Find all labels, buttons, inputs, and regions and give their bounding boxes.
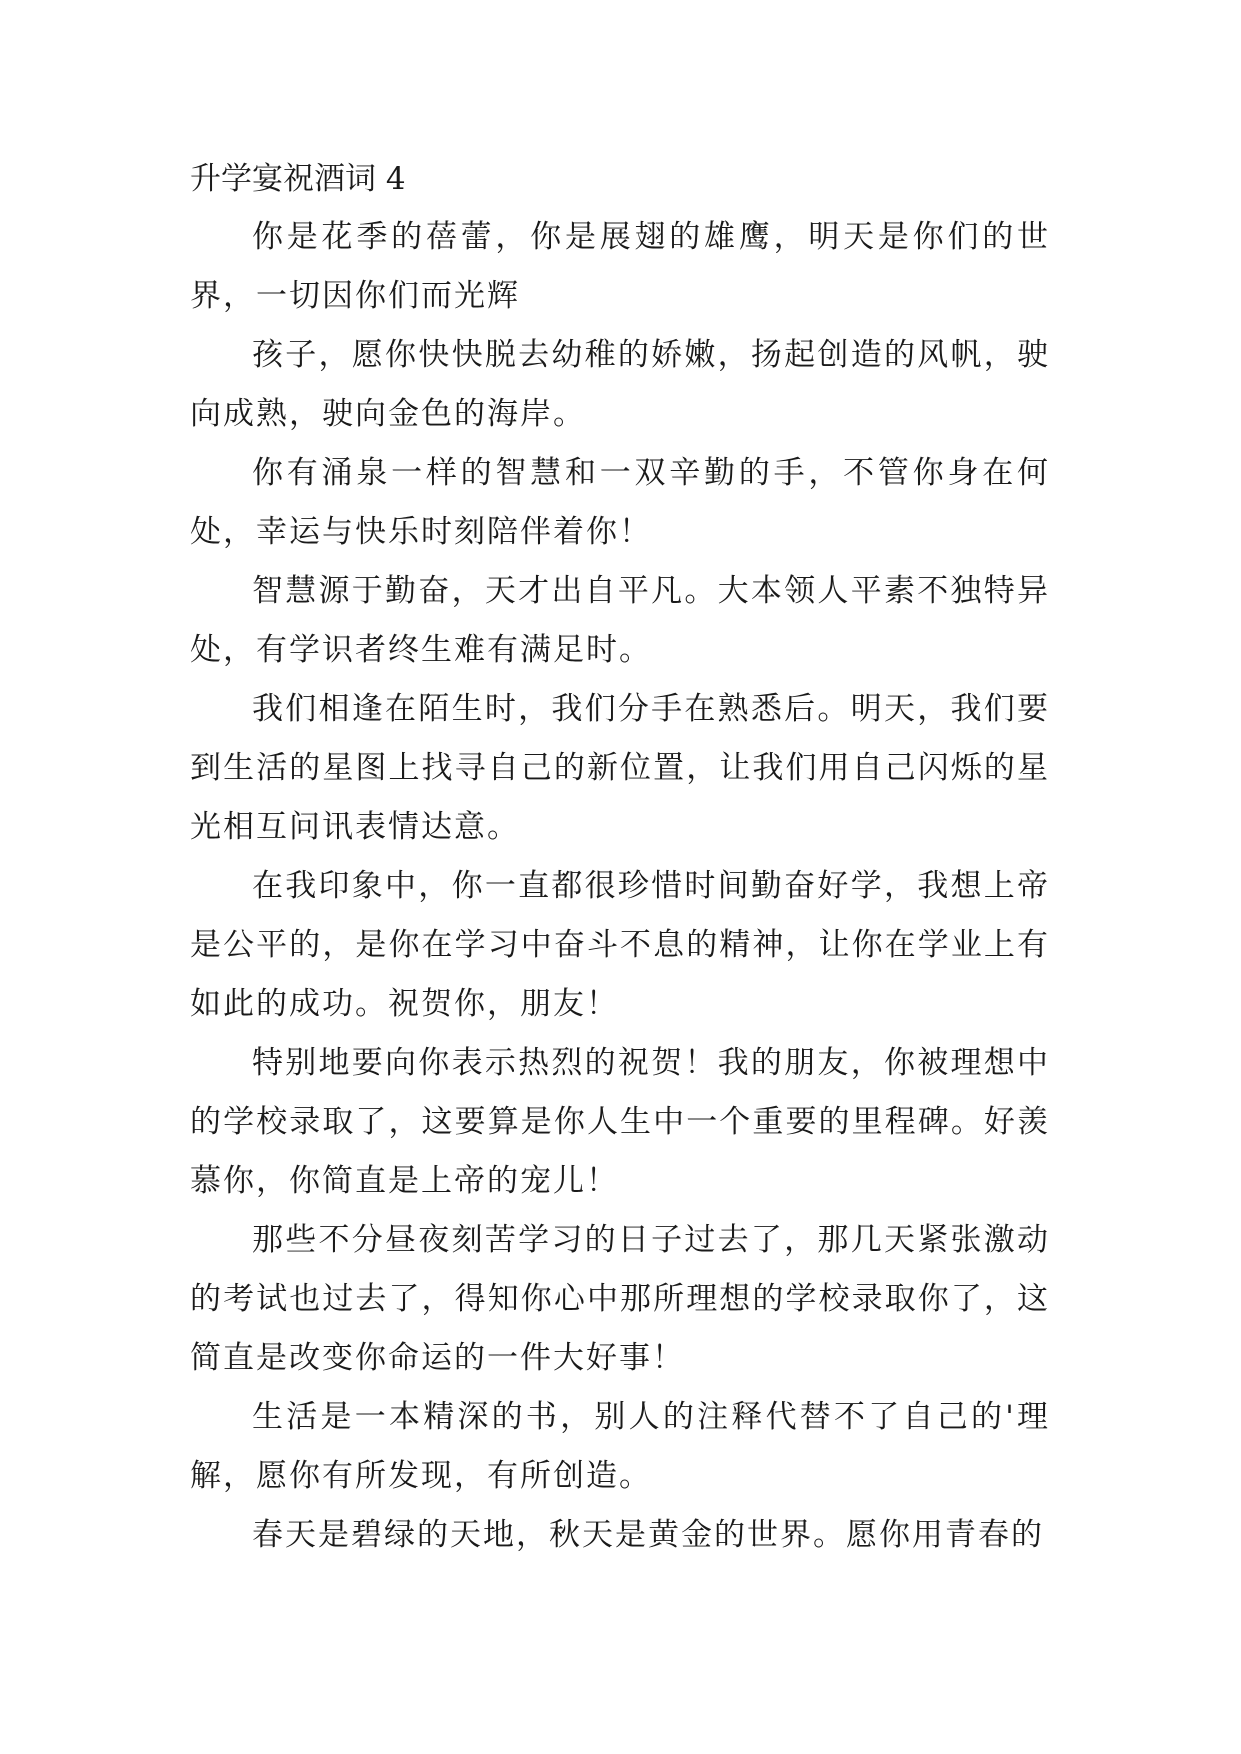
paragraph: 你是花季的蓓蕾，你是展翅的雄鹰，明天是你们的世界，一切因你们而光辉	[190, 219, 1050, 314]
paragraph: 孩子，愿你快快脱去幼稚的娇嫩，扬起创造的风帆，驶向成熟，驶向金色的海岸。	[190, 337, 1050, 432]
paragraph: 特别地要向你表示热烈的祝贺！我的朋友，你被理想中的学校录取了，这要算是你人生中一个重要的里程碑。好羡慕你，你简直是上帝的宠儿！	[190, 1045, 1050, 1199]
document-title: 升学宴祝酒词 4	[190, 161, 406, 197]
paragraph: 你有涌泉一样的智慧和一双辛勤的手，不管你身在何处，幸运与快乐时刻陪伴着你！	[190, 455, 1050, 550]
paragraph: 在我印象中，你一直都很珍惜时间勤奋好学，我想上帝是公平的，是你在学习中奋斗不息的精神，让你在学业上有如此的成功。祝贺你，朋友！	[190, 868, 1050, 1022]
paragraph: 那些不分昼夜刻苦学习的日子过去了，那几天紧张激动的考试也过去了，得知你心中那所理想的学校录取你了，这简直是改变你命运的一件大好事！	[190, 1222, 1050, 1376]
document-page	[190, 150, 1050, 1565]
paragraph: 智慧源于勤奋，天才出自平凡。大本领人平素不独特异处，有学识者终生难有满足时。	[190, 573, 1050, 668]
paragraph: 我们相逢在陌生时，我们分手在熟悉后。明天，我们要到生活的星图上找寻自己的新位置，让我们用自己闪烁的星光相互问讯表情达意。	[190, 691, 1050, 845]
paragraph: 春天是碧绿的天地，秋天是黄金的世界。愿你用青春的	[252, 1517, 1044, 1553]
paragraph: 生活是一本精深的书，别人的注释代替不了自己的'理解，愿你有所发现，有所创造。	[190, 1399, 1050, 1494]
